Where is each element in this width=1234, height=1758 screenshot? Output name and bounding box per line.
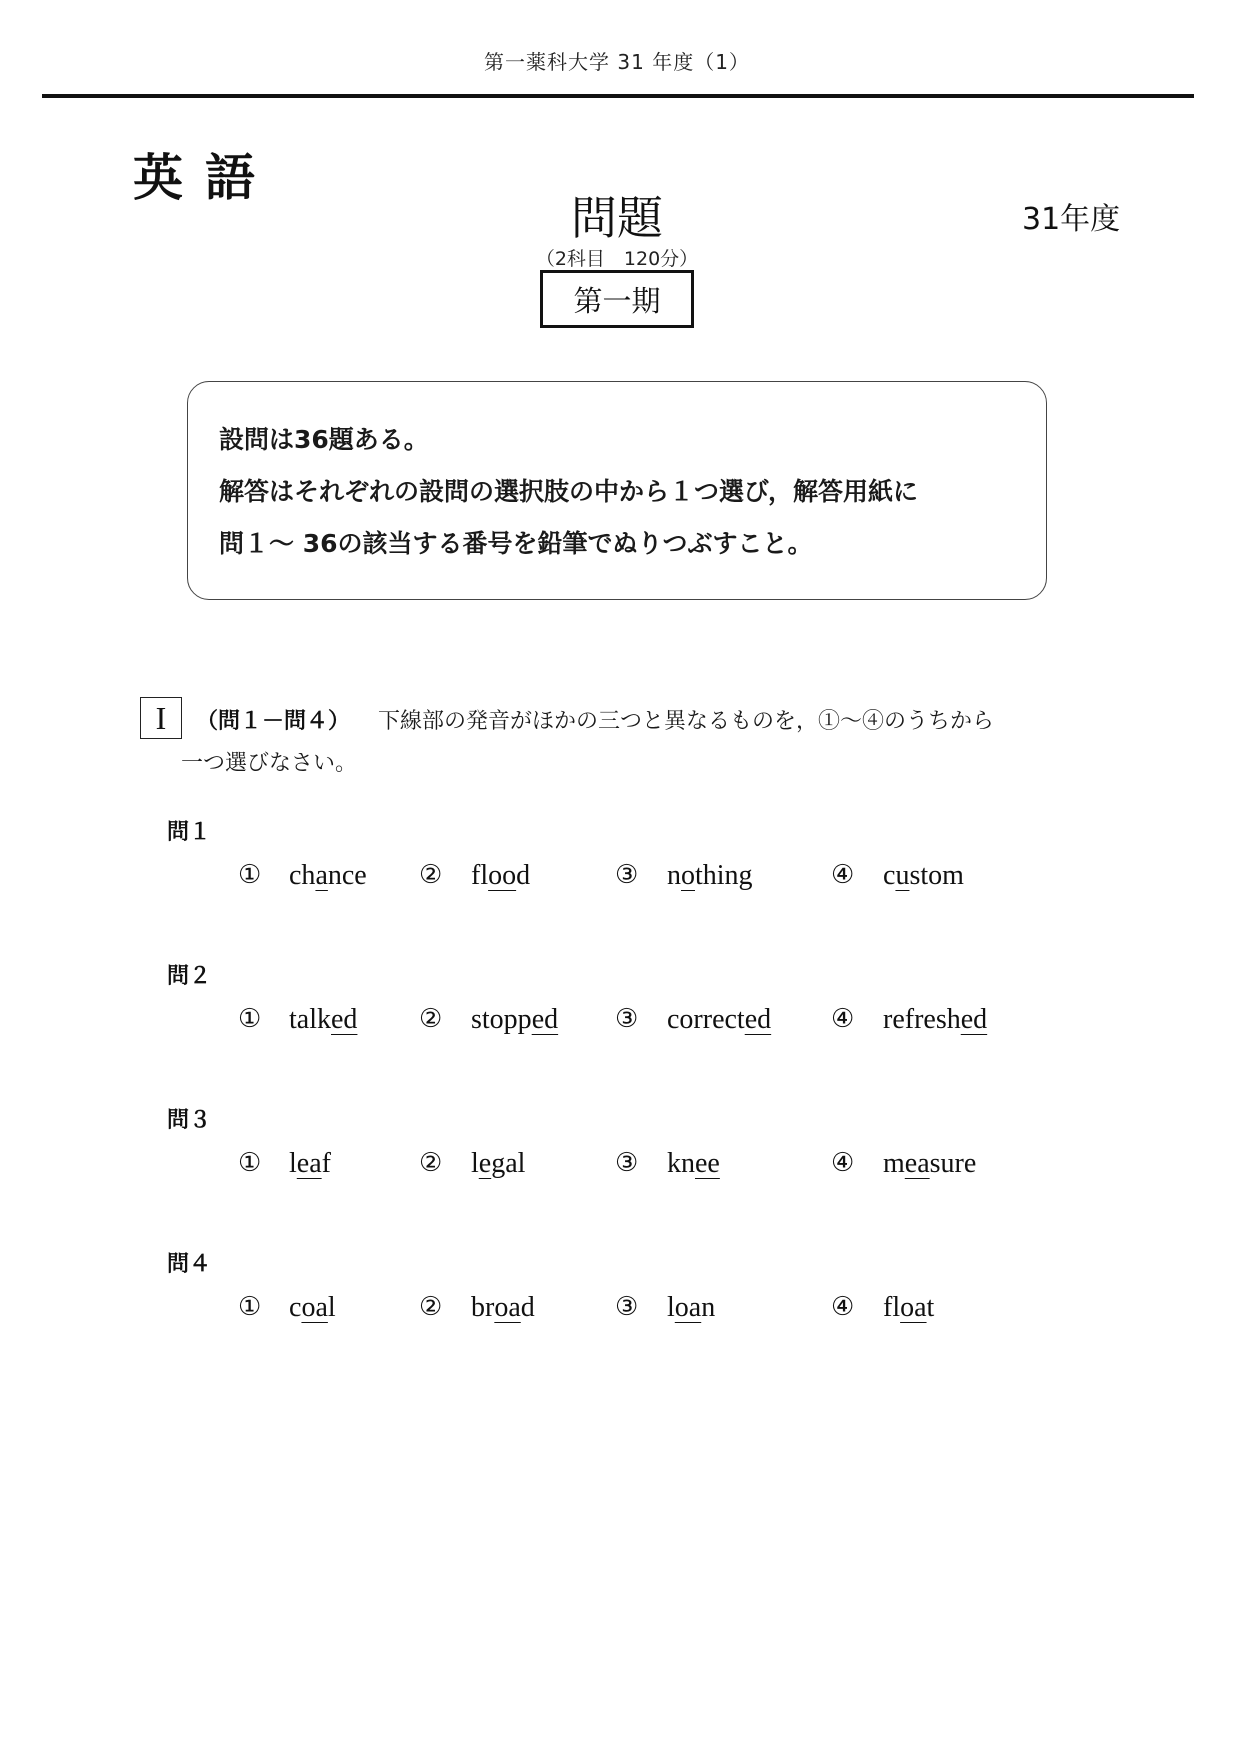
section-mark: I: [140, 697, 182, 739]
word-part: f: [321, 1148, 331, 1179]
section-instruction-line-1: 下線部の発音がほかの三つと異なるものを，①～④のうちから: [378, 709, 995, 734]
word-part: m: [883, 1148, 905, 1179]
question-label-4: 問４: [167, 1252, 212, 1277]
question-label-1: 問１: [167, 820, 212, 845]
choice-word: [471, 1292, 535, 1324]
underlined-part: ee: [695, 1148, 720, 1179]
section-instruction-line-2: 一つ選びなさい。: [181, 751, 358, 776]
choice-number: ②: [419, 1004, 443, 1034]
word-part: c: [883, 860, 896, 891]
choice-word: [289, 1004, 357, 1036]
word-part: stopp: [471, 1004, 532, 1035]
subject-title: 英語: [133, 149, 277, 207]
underlined-part: oo: [488, 860, 517, 891]
word-part: kn: [667, 1148, 695, 1179]
word-part: l: [289, 1148, 297, 1179]
question-label-3: 問３: [167, 1108, 212, 1133]
choice-number: ①: [238, 1004, 262, 1034]
underlined-part: o: [681, 860, 695, 891]
choice-word: [667, 1148, 720, 1180]
instruction-line-1: 設問は36題ある。: [219, 425, 429, 454]
word-part: l: [327, 1292, 336, 1323]
underlined-part: ea: [904, 1148, 930, 1179]
choice-number: ②: [419, 860, 443, 890]
section-range: （問１－問４）: [196, 709, 351, 734]
word-part: gal: [491, 1148, 526, 1179]
choice-word: [883, 1292, 934, 1324]
word-part: br: [471, 1292, 495, 1323]
question-label-2: 問２: [167, 964, 212, 989]
running-header: 第一薬科大学 31 年度（1）: [484, 50, 750, 74]
underlined-part: u: [895, 860, 910, 891]
choice-word: [289, 1292, 336, 1324]
term-box: [540, 270, 694, 328]
word-part: n: [667, 860, 681, 891]
choice-word: [289, 860, 367, 892]
word-part: correct: [667, 1004, 745, 1035]
word-part: d: [520, 1292, 535, 1323]
word-part: talk: [289, 1004, 331, 1035]
choice-word: [883, 1004, 987, 1036]
choice-word: [667, 860, 753, 892]
choice-number: ①: [238, 1148, 262, 1178]
choice-number: ④: [831, 1292, 855, 1322]
choice-number: ①: [238, 1292, 262, 1322]
choice-number: ②: [419, 1292, 443, 1322]
choice-number: ③: [615, 860, 639, 890]
word-part: c: [289, 1292, 302, 1323]
word-part: ch: [289, 860, 316, 891]
instruction-line-2: 解答はそれぞれの設問の選択肢の中から１つ選び，解答用紙に: [219, 477, 919, 506]
choice-number: ③: [615, 1148, 639, 1178]
choice-word: [471, 1148, 525, 1180]
word-part: refresh: [883, 1004, 961, 1035]
exam-meta: （2科目 120分）: [535, 248, 699, 270]
header-rule: [42, 94, 1194, 98]
choice-word: [667, 1292, 715, 1324]
underlined-part: ed: [960, 1004, 988, 1035]
exam-year: 31年度: [1022, 202, 1121, 237]
underlined-part: oa: [900, 1292, 927, 1323]
choice-number: ④: [831, 1004, 855, 1034]
word-part: stom: [909, 860, 964, 891]
choice-number: ④: [831, 1148, 855, 1178]
underlined-part: ed: [744, 1004, 772, 1035]
word-part: l: [667, 1292, 675, 1323]
word-part: t: [926, 1292, 935, 1323]
underlined-part: oa: [494, 1292, 521, 1323]
underlined-part: ea: [296, 1148, 322, 1179]
choice-number: ③: [615, 1292, 639, 1322]
choice-word: [289, 1148, 331, 1180]
choice-word: [883, 1148, 976, 1180]
word-part: fl: [471, 860, 489, 891]
choice-number: ④: [831, 860, 855, 890]
choice-word: [471, 860, 530, 892]
word-part: sure: [929, 1148, 977, 1179]
underlined-part: oa: [301, 1292, 328, 1323]
choice-number: ①: [238, 860, 262, 890]
instruction-box: [187, 381, 1047, 600]
exam-title: 問題: [571, 191, 663, 245]
word-part: nce: [327, 860, 367, 891]
word-part: l: [471, 1148, 479, 1179]
choice-word: [883, 860, 964, 892]
choice-number: ②: [419, 1148, 443, 1178]
choice-word: [471, 1004, 558, 1036]
word-part: n: [701, 1292, 716, 1323]
word-part: thing: [695, 860, 753, 891]
word-part: d: [516, 860, 531, 891]
choice-number: ③: [615, 1004, 639, 1034]
word-part: fl: [883, 1292, 901, 1323]
underlined-part: oa: [674, 1292, 702, 1323]
choice-word: [667, 1004, 771, 1036]
underlined-part: e: [478, 1148, 492, 1179]
underlined-part: ed: [331, 1004, 358, 1035]
underlined-part: a: [315, 860, 328, 891]
term-label: 第一期: [573, 283, 661, 318]
instruction-line-3: 問１～ 36の該当する番号を鉛筆でぬりつぶすこと。: [219, 529, 813, 558]
underlined-part: ed: [531, 1004, 559, 1035]
